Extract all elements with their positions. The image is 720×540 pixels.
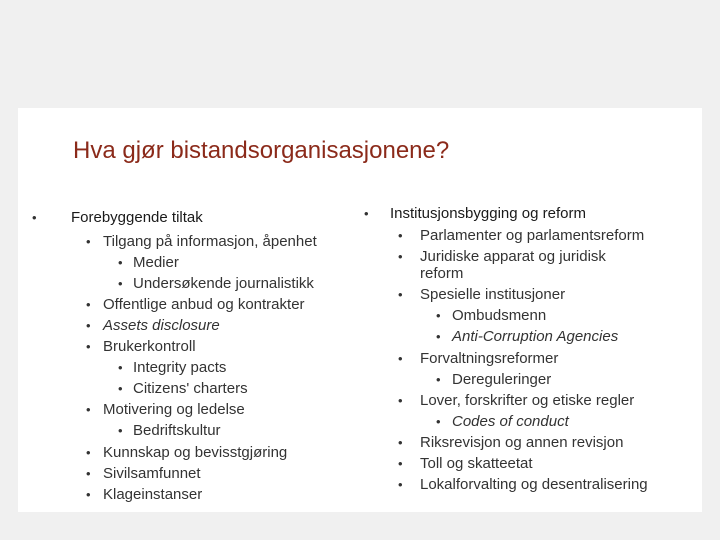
bullet: • — [86, 234, 91, 249]
slide-title: Hva gjør bistandsorganisasjonene? — [73, 137, 450, 164]
bullet: • — [86, 318, 91, 333]
bullet: • — [398, 228, 403, 243]
list-item: Undersøkende journalistikk — [133, 275, 314, 292]
bullet-left-heading: • — [32, 210, 37, 225]
bullet: • — [86, 297, 91, 312]
bullet: • — [398, 351, 403, 366]
bullet: • — [86, 445, 91, 460]
bullet: • — [436, 372, 441, 387]
list-item: Dereguleringer — [452, 371, 552, 388]
list-item-continuation: reform — [420, 265, 464, 282]
list-item: Juridiske apparat og juridisk — [420, 248, 606, 265]
list-item: Parlamenter og parlamentsreform — [420, 227, 645, 244]
list-item: Klageinstanser — [103, 486, 203, 503]
bullet: • — [398, 287, 403, 302]
bullet: • — [436, 329, 441, 344]
list-item: Lover, forskrifter og etiske regler — [420, 392, 635, 409]
list-item: Citizens' charters — [133, 380, 248, 397]
list-item: Offentlige anbud og kontrakter — [103, 296, 305, 313]
bullet: • — [86, 487, 91, 502]
bullet: • — [86, 466, 91, 481]
list-item: Integrity pacts — [133, 359, 227, 376]
list-item: Ombudsmenn — [452, 307, 547, 324]
bullet: • — [436, 308, 441, 323]
list-item: Brukerkontroll — [103, 338, 196, 355]
bullet: • — [118, 360, 123, 375]
list-item: Riksrevisjon og annen revisjon — [420, 434, 624, 451]
list-item: Kunnskap og bevisstgjøring — [103, 444, 288, 461]
bullet: • — [118, 255, 123, 270]
list-item: Toll og skatteetat — [420, 455, 533, 472]
left-heading: Forebyggende tiltak — [71, 209, 203, 226]
bullet: • — [398, 393, 403, 408]
bullet: • — [118, 381, 123, 396]
bullet: • — [86, 339, 91, 354]
bullet: • — [398, 249, 403, 264]
bullet: • — [436, 414, 441, 429]
bullet: • — [86, 402, 91, 417]
bullet: • — [398, 435, 403, 450]
bullet: • — [118, 423, 123, 438]
bullet-right-heading: • — [364, 206, 369, 221]
bullet: • — [398, 456, 403, 471]
list-item: Sivilsamfunnet — [103, 465, 201, 482]
list-item: Medier — [133, 254, 179, 271]
list-item: Bedriftskultur — [133, 422, 221, 439]
right-heading: Institusjonsbygging og reform — [390, 205, 586, 222]
list-item: Forvaltningsreformer — [420, 350, 559, 367]
list-item: Codes of conduct — [452, 413, 569, 430]
list-item: Lokalforvalting og desentralisering — [420, 476, 648, 493]
list-item: Anti-Corruption Agencies — [452, 328, 619, 345]
list-item: Tilgang på informasjon, åpenhet — [103, 233, 317, 250]
bullet: • — [398, 477, 403, 492]
bullet: • — [118, 276, 123, 291]
list-item: Spesielle institusjoner — [420, 286, 566, 303]
list-item: Assets disclosure — [103, 317, 220, 334]
list-item: Motivering og ledelse — [103, 401, 245, 418]
